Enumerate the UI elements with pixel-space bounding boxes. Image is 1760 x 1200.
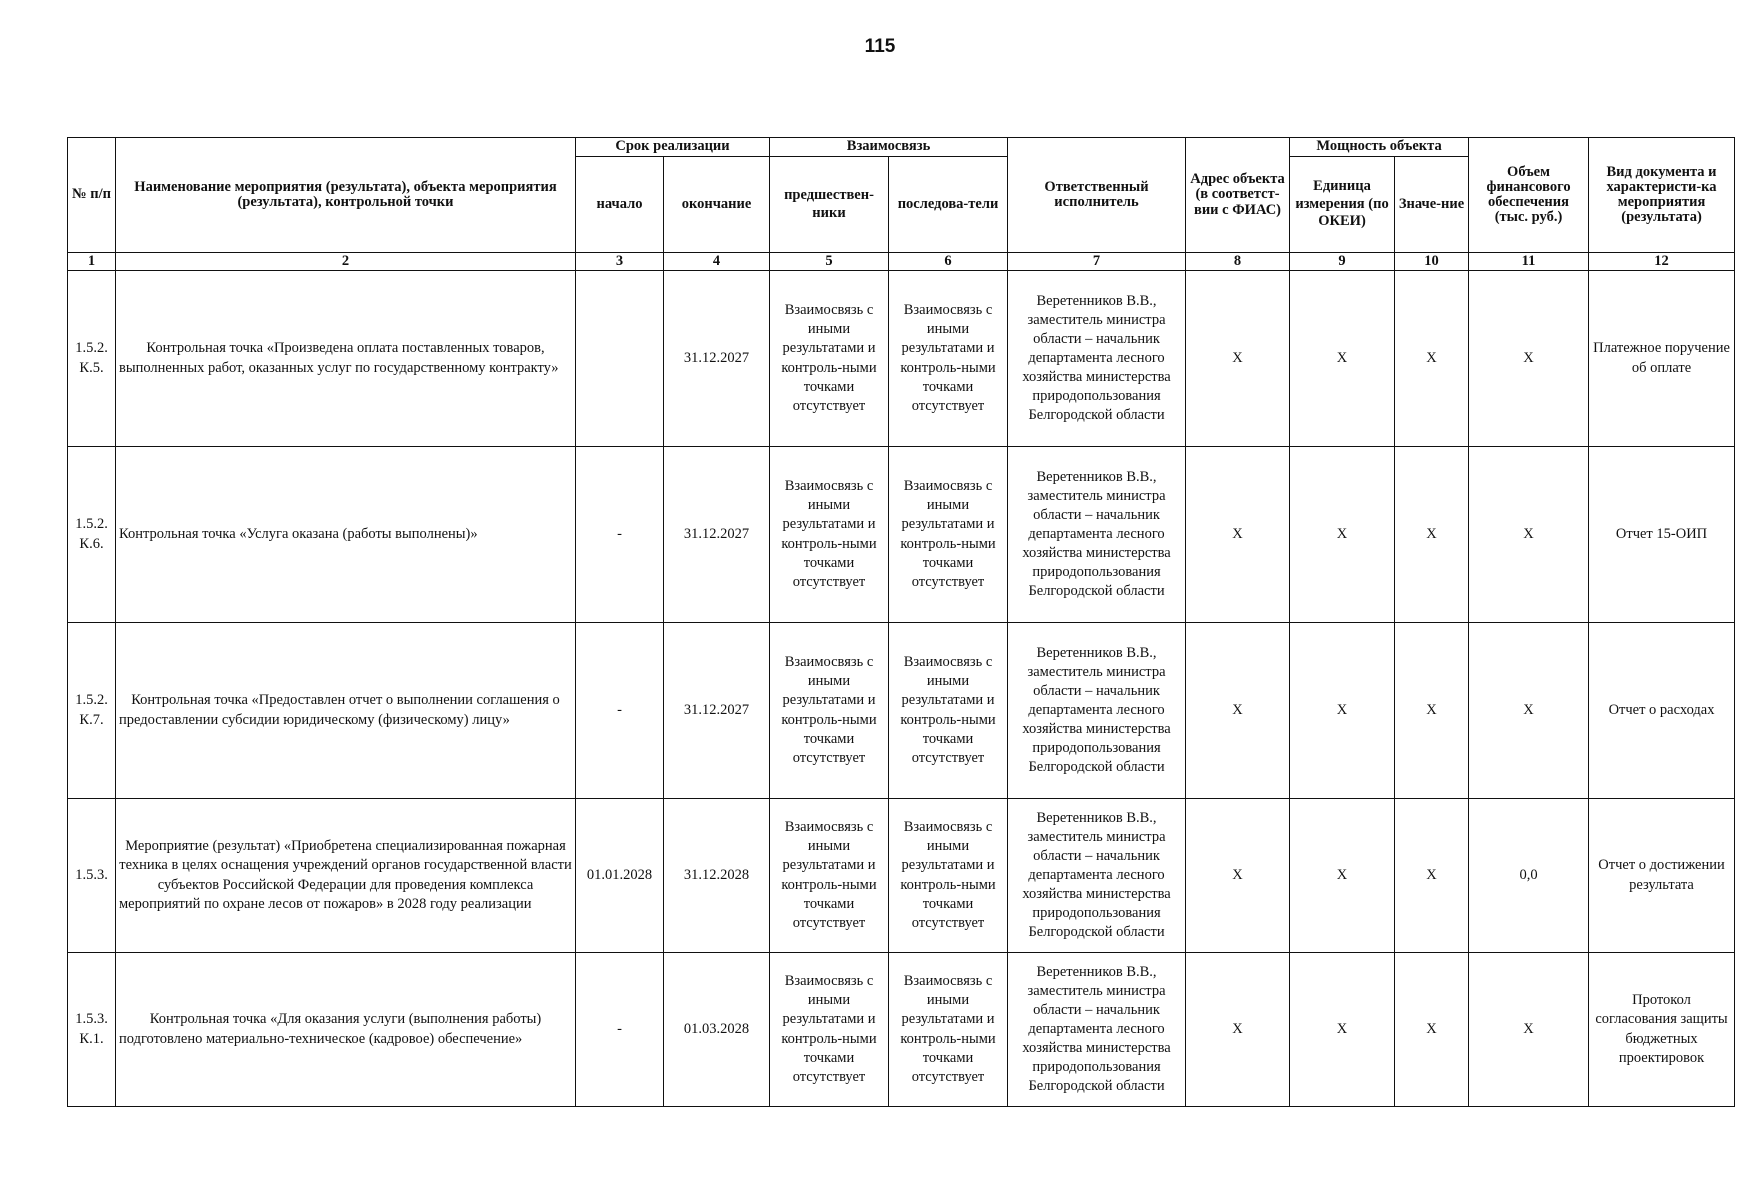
column-number: 2 — [116, 253, 576, 271]
table-row — [68, 271, 1735, 447]
header-name: Наименование мероприятия (результата), объекта мероприятия (результата), контрольной точки — [116, 138, 576, 253]
row-successors: Взаимосвязь с иными результатами и контроль-ными точками отсутствует — [889, 953, 1008, 1107]
row-document: Протокол согласования защиты бюджетных проектировок — [1589, 953, 1735, 1107]
header-address: Адрес объекта (в соответст-вии с ФИАС) — [1186, 138, 1290, 253]
header-responsible: Ответственный исполнитель — [1008, 138, 1186, 253]
header-document: Вид документа и характеристи-ка мероприятия (результата) — [1589, 138, 1735, 253]
row-finance: X — [1469, 447, 1589, 623]
row-number: 1.5.2. К.5. — [68, 271, 116, 447]
row-successors: Взаимосвязь с иными результатами и контроль-ными точками отсутствует — [889, 271, 1008, 447]
row-unit: X — [1290, 447, 1395, 623]
row-value: X — [1395, 953, 1469, 1107]
row-responsible: Веретенников В.В., заместитель министра области – начальник департамента лесного хозяйства министерства природопользования Белгородской области — [1008, 447, 1186, 623]
row-document: Отчет 15-ОИП — [1589, 447, 1735, 623]
row-start — [576, 271, 664, 447]
column-number: 7 — [1008, 253, 1186, 271]
row-value: X — [1395, 447, 1469, 623]
row-number: 1.5.3. К.1. — [68, 953, 116, 1107]
header-capacity-group: Мощность объекта — [1290, 138, 1469, 157]
header-predecessors: предшествен-ники — [770, 157, 889, 253]
column-number: 4 — [664, 253, 770, 271]
column-number: 9 — [1290, 253, 1395, 271]
column-number: 3 — [576, 253, 664, 271]
row-document: Отчет о расходах — [1589, 623, 1735, 799]
row-name: Контрольная точка «Услуга оказана (работы выполнены)» — [116, 447, 576, 623]
row-number: 1.5.3. — [68, 799, 116, 953]
row-address: X — [1186, 623, 1290, 799]
header-no: № п/п — [68, 138, 116, 253]
row-responsible: Веретенников В.В., заместитель министра области – начальник департамента лесного хозяйства министерства природопользования Белгородской области — [1008, 271, 1186, 447]
row-predecessors: Взаимосвязь с иными результатами и контроль-ными точками отсутствует — [770, 799, 889, 953]
row-end: 31.12.2028 — [664, 799, 770, 953]
header-term-group: Срок реализации — [576, 138, 770, 157]
table-row — [68, 447, 1735, 623]
row-value: X — [1395, 271, 1469, 447]
row-responsible: Веретенников В.В., заместитель министра области – начальник департамента лесного хозяйства министерства природопользования Белгородской области — [1008, 953, 1186, 1107]
row-predecessors: Взаимосвязь с иными результатами и контроль-ными точками отсутствует — [770, 953, 889, 1107]
row-successors: Взаимосвязь с иными результатами и контроль-ными точками отсутствует — [889, 447, 1008, 623]
table-row — [68, 799, 1735, 953]
row-unit: X — [1290, 271, 1395, 447]
column-number: 1 — [68, 253, 116, 271]
table-row — [68, 623, 1735, 799]
header-value: Значе-ние — [1395, 157, 1469, 253]
header-unit: Единица измерения (по ОКЕИ) — [1290, 157, 1395, 253]
row-end: 31.12.2027 — [664, 271, 770, 447]
row-start: 01.01.2028 — [576, 799, 664, 953]
column-numbers-row — [68, 253, 1735, 271]
row-document: Отчет о достижении результата — [1589, 799, 1735, 953]
header-start: начало — [576, 157, 664, 253]
row-successors: Взаимосвязь с иными результатами и контроль-ными точками отсутствует — [889, 799, 1008, 953]
row-end: 31.12.2027 — [664, 447, 770, 623]
row-predecessors: Взаимосвязь с иными результатами и контроль-ными точками отсутствует — [770, 447, 889, 623]
row-address: X — [1186, 953, 1290, 1107]
row-number: 1.5.2. К.7. — [68, 623, 116, 799]
column-number: 6 — [889, 253, 1008, 271]
row-unit: X — [1290, 953, 1395, 1107]
row-number: 1.5.2. К.6. — [68, 447, 116, 623]
row-address: X — [1186, 799, 1290, 953]
header-finance: Объем финансового обеспечения (тыс. руб.) — [1469, 138, 1589, 253]
row-start: - — [576, 953, 664, 1107]
header-successors: последова-тели — [889, 157, 1008, 253]
header-link-group: Взаимосвязь — [770, 138, 1008, 157]
row-name: Контрольная точка «Предоставлен отчет о выполнении соглашения о предоставлении субсидии юридическому (физическому) лицу» — [116, 623, 576, 799]
table-row — [68, 953, 1735, 1107]
activities-table — [67, 137, 1735, 1107]
table-header — [68, 138, 1735, 271]
row-start: - — [576, 623, 664, 799]
row-successors: Взаимосвязь с иными результатами и контроль-ными точками отсутствует — [889, 623, 1008, 799]
column-number: 11 — [1469, 253, 1589, 271]
row-end: 01.03.2028 — [664, 953, 770, 1107]
row-predecessors: Взаимосвязь с иными результатами и контроль-ными точками отсутствует — [770, 623, 889, 799]
row-name: Контрольная точка «Для оказания услуги (выполнения работы) подготовлено материально-техническое (кадровое) обеспечение» — [116, 953, 576, 1107]
row-finance: 0,0 — [1469, 799, 1589, 953]
header-end: окончание — [664, 157, 770, 253]
row-unit: X — [1290, 799, 1395, 953]
row-name: Контрольная точка «Произведена оплата поставленных товаров, выполненных работ, оказанных услуг по государственному контракту» — [116, 271, 576, 447]
row-address: X — [1186, 447, 1290, 623]
row-name: Мероприятие (результат) «Приобретена специализированная пожарная техника в целях оснащения учреждений органов государственной власти субъектов Российской Федерации для проведения комплекса мероприятий по охране лесов от пожаров» в 2028 году реализации — [116, 799, 576, 953]
row-address: X — [1186, 271, 1290, 447]
column-number: 8 — [1186, 253, 1290, 271]
column-number: 5 — [770, 253, 889, 271]
column-number: 10 — [1395, 253, 1469, 271]
row-finance: X — [1469, 623, 1589, 799]
row-document: Платежное поручение об оплате — [1589, 271, 1735, 447]
row-value: X — [1395, 623, 1469, 799]
row-end: 31.12.2027 — [664, 623, 770, 799]
row-unit: X — [1290, 623, 1395, 799]
table-body — [68, 271, 1735, 1107]
column-number: 12 — [1589, 253, 1735, 271]
row-start: - — [576, 447, 664, 623]
page-number: 115 — [864, 36, 896, 57]
row-finance: X — [1469, 271, 1589, 447]
row-value: X — [1395, 799, 1469, 953]
row-responsible: Веретенников В.В., заместитель министра области – начальник департамента лесного хозяйства министерства природопользования Белгородской области — [1008, 623, 1186, 799]
row-finance: X — [1469, 953, 1589, 1107]
row-predecessors: Взаимосвязь с иными результатами и контроль-ными точками отсутствует — [770, 271, 889, 447]
row-responsible: Веретенников В.В., заместитель министра области – начальник департамента лесного хозяйства министерства природопользования Белгородской области — [1008, 799, 1186, 953]
